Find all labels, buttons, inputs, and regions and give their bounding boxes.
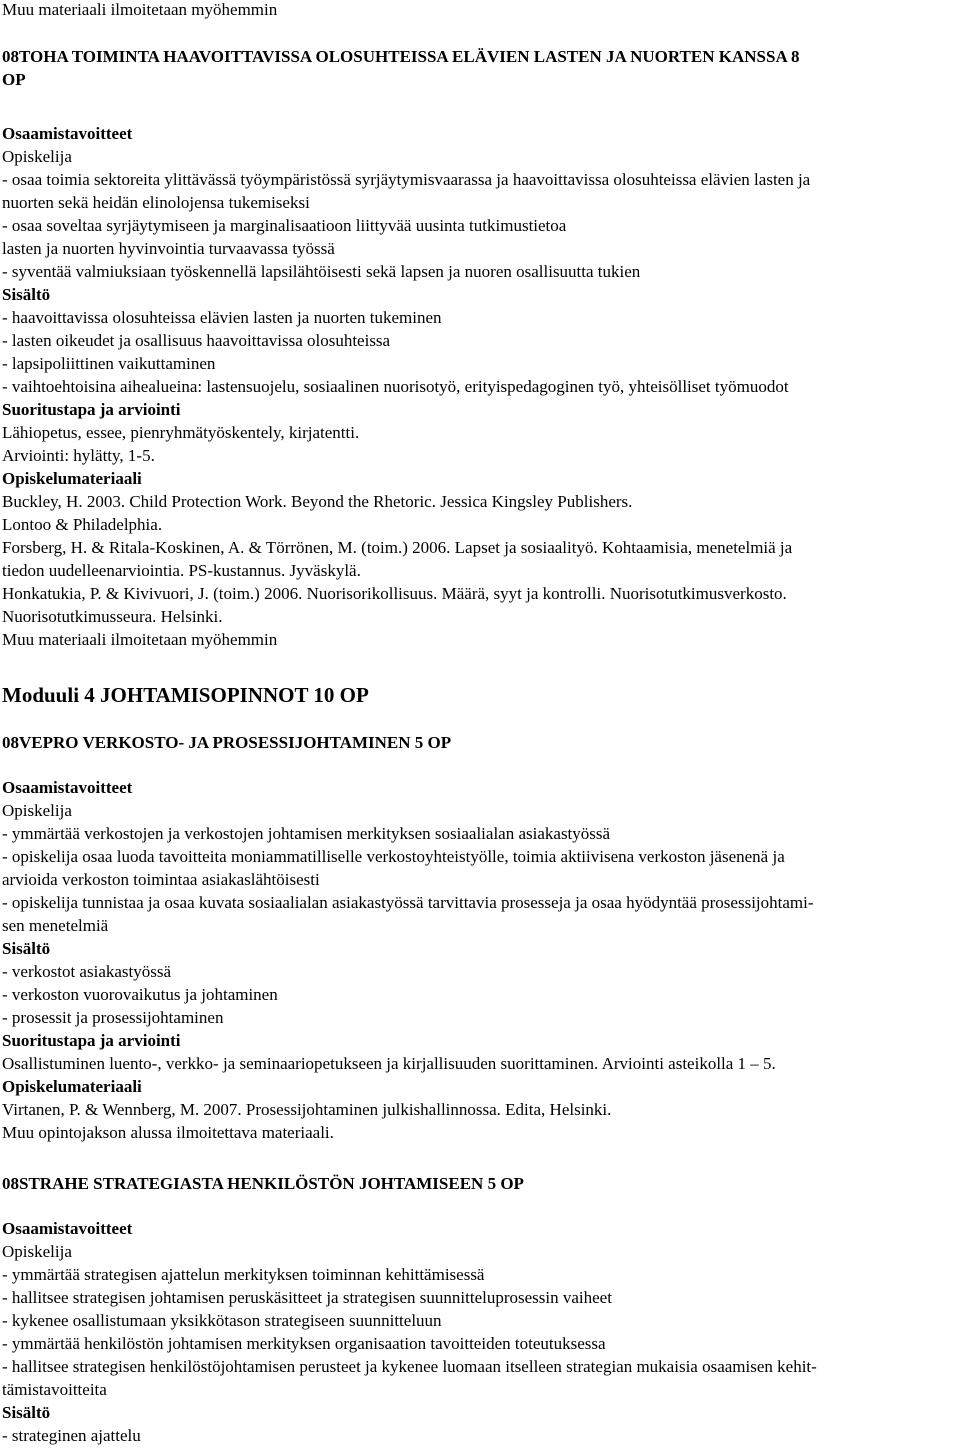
module-title: Moduuli 4 JOHTAMISOPINNOT 10 OP xyxy=(2,683,369,707)
section-heading-material: Opiskelumateriaali xyxy=(2,1077,142,1096)
content-line: - lapsipoliittinen vaikuttaminen xyxy=(2,354,216,373)
section-heading-method: Suoritustapa ja arviointi xyxy=(2,1031,181,1050)
material-line: Honkatukia, P. & Kivivuori, J. (toim.) 2006. Nuorisorikollisuus. Määrä, syyt ja kontrolli. Nuorisotutkimusverkosto. xyxy=(2,584,787,603)
content-line: - haavoittavissa olosuhteissa elävien lasten ja nuorten tukeminen xyxy=(2,308,442,327)
content-line: - vaihtoehtoisina aihealueina: lastensuojelu, sosiaalinen nuorisotyö, erityispedagoginen työ, yhteisölliset työmuodot xyxy=(2,377,789,396)
section-heading-content: Sisältö xyxy=(2,285,51,304)
student-label: Opiskelija xyxy=(2,147,72,166)
goal-line: - ymmärtää strategisen ajattelun merkityksen toiminnan kehittämisessä xyxy=(2,1265,485,1284)
student-label: Opiskelija xyxy=(2,1242,72,1261)
goal-line: - kykenee osallistumaan yksikkötason strategiseen suunnitteluun xyxy=(2,1311,442,1330)
material-line: tiedon uudelleenarviointia. PS-kustannus. Jyväskylä. xyxy=(2,561,361,580)
section-heading-goals: Osaamistavoitteet xyxy=(2,1219,133,1238)
intro-note: Muu materiaali ilmoitetaan myöhemmin xyxy=(2,0,278,19)
goal-line: - hallitsee strategisen henkilöstöjohtamisen perusteet ja kykenee luomaan itselleen strategian mukaisia osaamisen kehit- xyxy=(2,1357,817,1376)
content-line: - lasten oikeudet ja osallisuus haavoittavissa olosuhteissa xyxy=(2,331,391,350)
course-title: 08VEPRO VERKOSTO- JA PROSESSIJOHTAMINEN 5 OP xyxy=(2,733,452,752)
section-heading-content: Sisältö xyxy=(2,939,51,958)
material-line: Muu materiaali ilmoitetaan myöhemmin xyxy=(2,630,278,649)
material-line: Lontoo & Philadelphia. xyxy=(2,515,163,534)
goal-line: - syventää valmiuksiaan työskennellä lapsilähtöisesti sekä lapsen ja nuoren osallisuutta tukien xyxy=(2,262,641,281)
course-title: 08STRAHE STRATEGIASTA HENKILÖSTÖN JOHTAMISEEN 5 OP xyxy=(2,1174,524,1193)
method-line: Arviointi: hylätty, 1-5. xyxy=(2,446,155,465)
section-heading-goals: Osaamistavoitteet xyxy=(2,778,133,797)
section-heading-material: Opiskelumateriaali xyxy=(2,469,142,488)
goal-line: tämistavoitteita xyxy=(2,1380,107,1399)
goal-line: - opiskelija tunnistaa ja osaa kuvata sosiaalialan asiakastyössä tarvittavia prosesseja ja osaa hyödyntää prosessijohtami- xyxy=(2,893,814,912)
goal-line: - osaa soveltaa syrjäytymiseen ja marginalisaatioon liittyvää uusinta tutkimustietoa xyxy=(2,216,567,235)
material-line: Nuorisotutkimusseura. Helsinki. xyxy=(2,607,223,626)
goal-line: lasten ja nuorten hyvinvointia turvaavassa työssä xyxy=(2,239,335,258)
student-label: Opiskelija xyxy=(2,801,72,820)
goal-line: nuorten sekä heidän elinolojensa tukemiseksi xyxy=(2,193,310,212)
goal-line: - opiskelija osaa luoda tavoitteita moniammatilliselle verkostoyhteistyölle, toimia aktiivisena verkoston jäsenenä ja xyxy=(2,847,785,866)
goal-line: - ymmärtää henkilöstön johtamisen merkityksen organisaation tavoitteiden toteutuksessa xyxy=(2,1334,606,1353)
goal-line: - ymmärtää verkostojen ja verkostojen johtamisen merkityksen sosiaalialan asiakastyössä xyxy=(2,824,611,843)
section-heading-method: Suoritustapa ja arviointi xyxy=(2,400,181,419)
content-line: - strateginen ajattelu xyxy=(2,1426,141,1445)
goal-line: - osaa toimia sektoreita ylittävässä työympäristössä syrjäytymisvaarassa ja haavoittavissa olosuhteissa elävien lasten ja xyxy=(2,170,811,189)
content-line: - prosessit ja prosessijohtaminen xyxy=(2,1008,224,1027)
section-heading-goals: Osaamistavoitteet xyxy=(2,124,133,143)
material-line: Virtanen, P. & Wennberg, M. 2007. Prosessijohtaminen julkishallinnossa. Edita, Helsinki. xyxy=(2,1100,612,1119)
section-heading-content: Sisältö xyxy=(2,1403,51,1422)
goal-line: arvioida verkoston toimintaa asiakaslähtöisesti xyxy=(2,870,320,889)
goal-line: - hallitsee strategisen johtamisen peruskäsitteet ja strategisen suunnitteluprosessin vaiheet xyxy=(2,1288,612,1307)
material-line: Buckley, H. 2003. Child Protection Work. Beyond the Rhetoric. Jessica Kingsley Publishers. xyxy=(2,492,633,511)
goal-line: sen menetelmiä xyxy=(2,916,109,935)
method-line: Osallistuminen luento-, verkko- ja seminaariopetukseen ja kirjallisuuden suorittaminen. Arviointi asteikolla 1 – 5. xyxy=(2,1054,776,1073)
material-line: Forsberg, H. & Ritala-Koskinen, A. & Törrönen, M. (toim.) 2006. Lapset ja sosiaalityö. Kohtaamisia, menetelmiä ja xyxy=(2,538,793,557)
method-line: Lähiopetus, essee, pienryhmätyöskentely, kirjatentti. xyxy=(2,423,360,442)
material-line: Muu opintojakson alussa ilmoitettava materiaali. xyxy=(2,1123,334,1142)
course-title-cont: OP xyxy=(2,70,26,89)
content-line: - verkostot asiakastyössä xyxy=(2,962,172,981)
content-line: - verkoston vuorovaikutus ja johtaminen xyxy=(2,985,278,1004)
course-title: 08TOHA TOIMINTA HAAVOITTAVISSA OLOSUHTEISSA ELÄVIEN LASTEN JA NUORTEN KANSSA 8 xyxy=(2,47,800,66)
